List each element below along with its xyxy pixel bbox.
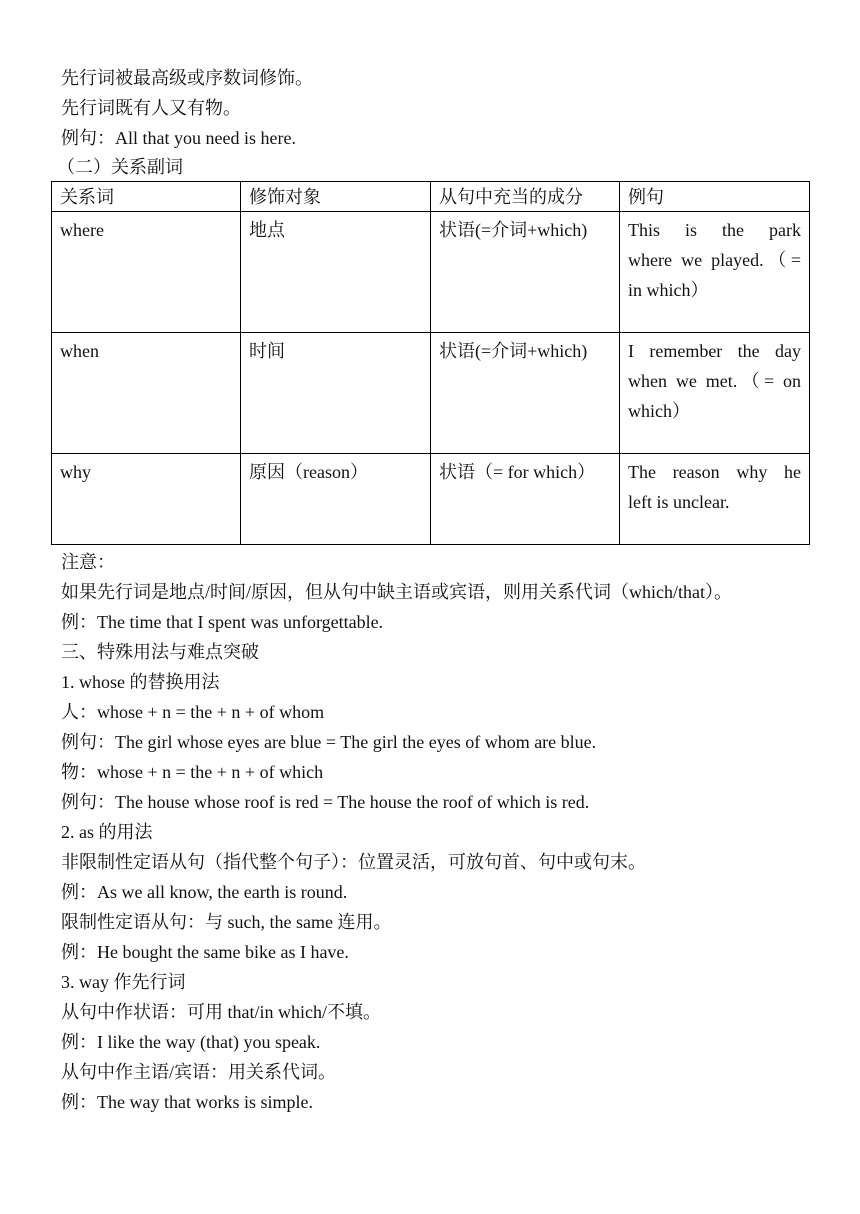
relative-adverb-table xyxy=(51,181,810,545)
table-cell-role: 状语（= for which） xyxy=(431,454,620,545)
column-header: 修饰对象 xyxy=(241,182,431,212)
text-line: 先行词被最高级或序数词修饰。 xyxy=(61,68,313,88)
subsection-heading: 3. way 作先行词 xyxy=(61,972,186,992)
example-continuation: when we met.（= on which） xyxy=(628,371,801,421)
note-label: 注意： xyxy=(61,552,115,572)
example-line: 例：The time that I spent was unforgettable. xyxy=(61,612,384,632)
rule-line: 从句中作状语：可用 that/in which/不填。 xyxy=(61,1002,381,1022)
text-line: 先行词既有人又有物。 xyxy=(61,98,241,118)
example-first-line: The reason why he xyxy=(628,462,801,482)
example-line: 例句：The house whose roof is red = The house the roof of which is red. xyxy=(61,792,590,812)
example-line: 例：He bought the same bike as I have. xyxy=(61,942,349,962)
subsection-heading: 2. as 的用法 xyxy=(61,822,153,842)
example-continuation: where we played.（= in which） xyxy=(628,250,801,300)
rule-line: 非限制性定语从句（指代整个句子）：位置灵活，可放句首、句中或句末。 xyxy=(61,852,646,872)
table-row xyxy=(52,212,810,333)
example-first-line: I remember the day xyxy=(628,341,801,361)
table-cell-example xyxy=(620,212,810,333)
example-continuation: left is unclear. xyxy=(628,492,730,512)
table-cell-target: 时间 xyxy=(241,333,431,454)
example-first-line: This is the park xyxy=(628,220,801,240)
section-heading: （二）关系副词 xyxy=(57,157,183,177)
table-cell-word: where xyxy=(52,212,241,333)
table-row xyxy=(52,454,810,545)
subsection-heading: 1. whose 的替换用法 xyxy=(61,672,220,692)
table-header-row xyxy=(52,182,810,212)
example-line: 例句：The girl whose eyes are blue = The girl the eyes of whom are blue. xyxy=(61,732,597,752)
table-cell-role: 状语(=介词+which) xyxy=(431,212,620,333)
table-cell-target: 原因（reason） xyxy=(241,454,431,545)
column-header: 例句 xyxy=(620,182,810,212)
table-cell-word: when xyxy=(52,333,241,454)
table-cell-role: 状语(=介词+which) xyxy=(431,333,620,454)
note-text: 如果先行词是地点/时间/原因，但从句中缺主语或宾语，则用关系代词（which/that）。 xyxy=(61,582,732,602)
table-cell-target: 地点 xyxy=(241,212,431,333)
rule-line: 从句中作主语/宾语：用关系代词。 xyxy=(61,1062,336,1082)
column-header: 从句中充当的成分 xyxy=(431,182,620,212)
rule-line: 人：whose + n = the + n + of whom xyxy=(61,702,325,722)
rule-line: 物：whose + n = the + n + of which xyxy=(61,762,324,782)
example-line: 例：I like the way (that) you speak. xyxy=(61,1032,321,1052)
table-cell-example xyxy=(620,333,810,454)
example-line: 例：The way that works is simple. xyxy=(61,1092,313,1112)
column-header: 关系词 xyxy=(52,182,241,212)
table-cell-example xyxy=(620,454,810,545)
table-row xyxy=(52,333,810,454)
table-cell-word: why xyxy=(52,454,241,545)
rule-line: 限制性定语从句：与 such, the same 连用。 xyxy=(61,912,392,932)
example-line: 例：As we all know, the earth is round. xyxy=(61,882,348,902)
example-line: 例句：All that you need is here. xyxy=(61,128,296,148)
section-heading: 三、特殊用法与难点突破 xyxy=(61,642,259,662)
